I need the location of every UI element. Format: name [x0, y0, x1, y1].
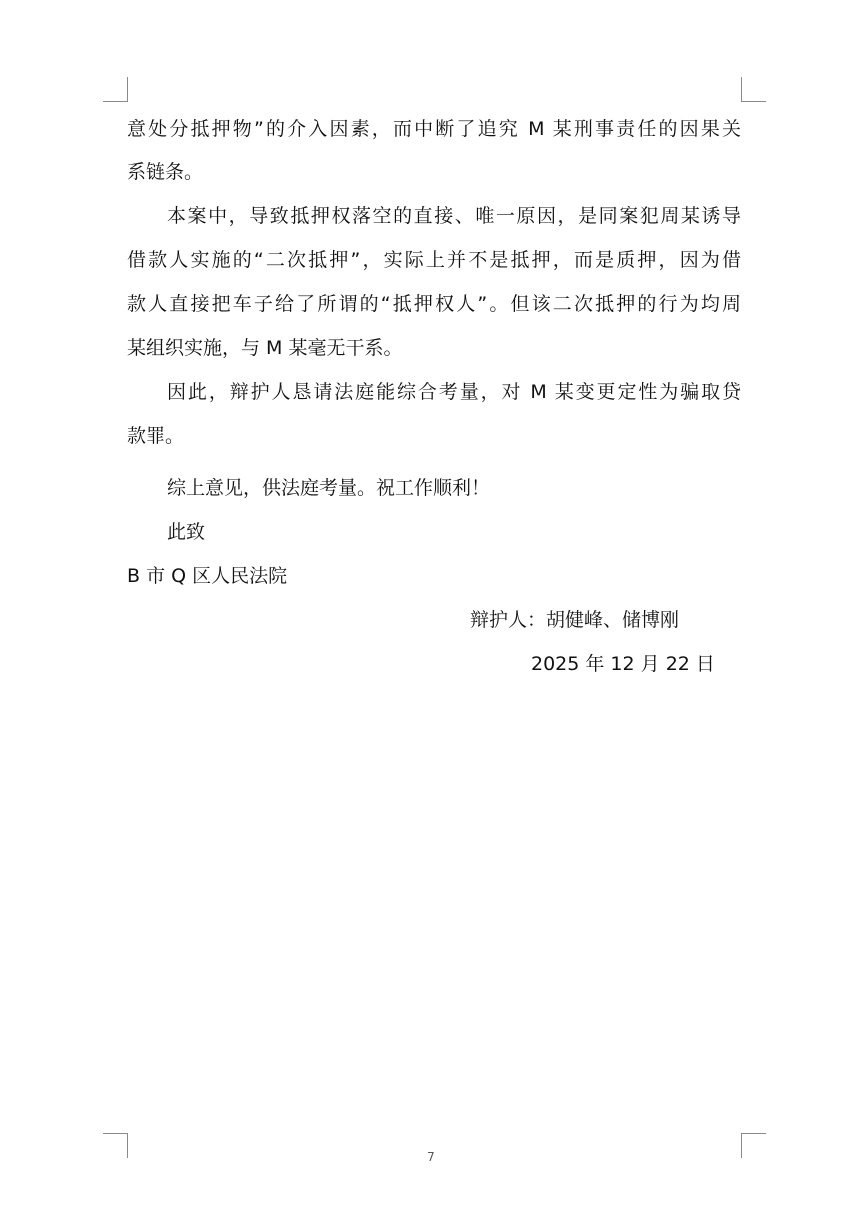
signature-date: 2025 年 12 月 22 日 — [531, 653, 715, 675]
body-line-5: 款人直接把车子给了所谓的“抵押权人”。但该二次抵押的行为均周 — [127, 293, 741, 315]
body-line-6: 某组织实施，与 M 某毫无干系。 — [127, 337, 403, 359]
body-line-7: 因此，辩护人恳请法庭能综合考量，对 M 某变更定性为骗取贷 — [167, 381, 741, 403]
crop-mark-top-right — [741, 77, 766, 102]
crop-mark-top-left — [103, 77, 128, 102]
page-number: 7 — [427, 1150, 435, 1164]
body-line-4: 借款人实施的“二次抵押”，实际上并不是抵押，而是质押，因为借 — [127, 249, 741, 271]
body-line-8: 款罪。 — [127, 425, 185, 447]
closing-remark: 综上意见，供法庭考量。祝工作顺利！ — [167, 477, 491, 499]
body-line-1: 意处分抵押物”的介入因素，而中断了追究 M 某刑事责任的因果关 — [127, 118, 741, 140]
body-line-2: 系链条。 — [127, 161, 204, 183]
body-line-3: 本案中，导致抵押权落空的直接、唯一原因，是同案犯周某诱导 — [167, 205, 741, 227]
salutation: 此致 — [167, 521, 206, 543]
addressee: B 市 Q 区人民法院 — [127, 565, 288, 587]
signature-defenders: 辩护人：胡健峰、储博刚 — [470, 609, 680, 631]
